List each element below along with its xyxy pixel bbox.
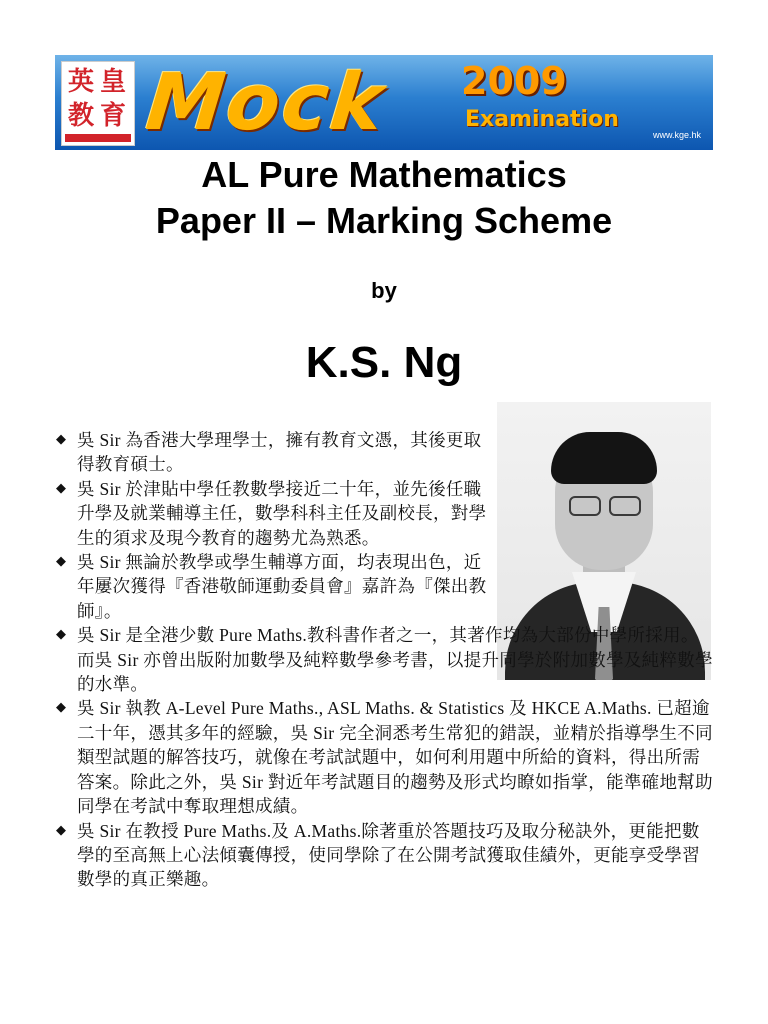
logo-char-2: 皇 — [100, 67, 127, 97]
logo-char-1: 英 — [68, 67, 95, 97]
bio-bullet — [56, 477, 491, 550]
bullet-diamond-icon: ◆ — [56, 554, 67, 570]
by-label: by — [371, 278, 397, 303]
bio-bullet-text: 吳 Sir 在教授 Pure Maths.及 A.Maths.除著重於答題技巧及取分秘訣外，更能把數學的至高無上心法傾囊傳授，使同學除了在公開考試獲取佳績外，更能享受學習數學的真正樂趣。 — [77, 820, 700, 890]
mock-exam-banner — [55, 55, 713, 150]
bio-bullet — [56, 696, 716, 818]
bullet-diamond-icon: ◆ — [56, 700, 67, 716]
bio-bullet-text: 吳 Sir 於津貼中學任教數學接近二十年，並先後任職升學及就業輔導主任，數學科科主任及副校長，對學生的須求及現今教育的趨勢尤為熟悉。 — [77, 478, 487, 548]
bullet-diamond-icon: ◆ — [56, 627, 67, 643]
logo-char-3: 教 — [68, 101, 95, 131]
banner-mock-word: Mock — [142, 58, 390, 148]
banner-examination: Examination — [465, 107, 619, 132]
bio-bullet — [56, 428, 491, 477]
author-name: K.S. Ng — [305, 338, 463, 387]
bio-bullet-text: 吳 Sir 執教 A-Level Pure Maths., ASL Maths. & Statistics 及 HKCE A.Maths. 已超逾二十年，憑其多年的經驗，吳 Sir 完全洞悉考生常犯的錯誤，並精於指導學生不同類型試題的解答技巧，就像在考試試題中，如何利用題中所給的資料，得出所需答案。除此之外，吳 Sir 對近年考試題目的趨勢及形式均瞭如指掌，能準確地幫助同學在考試中奪取理想成績。 — [77, 698, 713, 817]
bio-bullet — [56, 550, 491, 623]
bio-bullet-text: 吳 Sir 無論於教學或學生輔導方面，均表現出色，近年屢次獲得『香港敬師運動委員會』嘉許為『傑出教師』。 — [77, 552, 487, 621]
banner-year: 2009 — [461, 59, 567, 103]
school-logo — [61, 61, 135, 146]
bio-bullet — [56, 819, 716, 892]
title-line-1: AL Pure Mathematics — [201, 154, 567, 195]
logo-char-4: 育 — [100, 101, 127, 131]
bullet-diamond-icon: ◆ — [56, 480, 67, 496]
bio-bullet-text: 吳 Sir 為香港大學理學士，擁有教育文憑，其後更取得教育碩士。 — [77, 430, 482, 475]
bio-bullet-text: 吳 Sir 是全港少數 Pure Maths.教科書作者之一，其著作均為大部份中學所採用。而吳 Sir 亦曾出版附加數學及純粹數學參考書，以提升同學於附加數學及純粹數學的水準。 — [77, 625, 713, 695]
logo-underline — [65, 134, 131, 142]
bullet-diamond-icon: ◆ — [56, 432, 67, 447]
bullet-diamond-icon: ◆ — [56, 822, 67, 838]
banner-url: www.kge.hk — [652, 130, 701, 140]
bio-bullet — [56, 623, 716, 696]
bio-bullet-list — [56, 428, 716, 892]
title-line-2: Paper II – Marking Scheme — [155, 200, 613, 241]
